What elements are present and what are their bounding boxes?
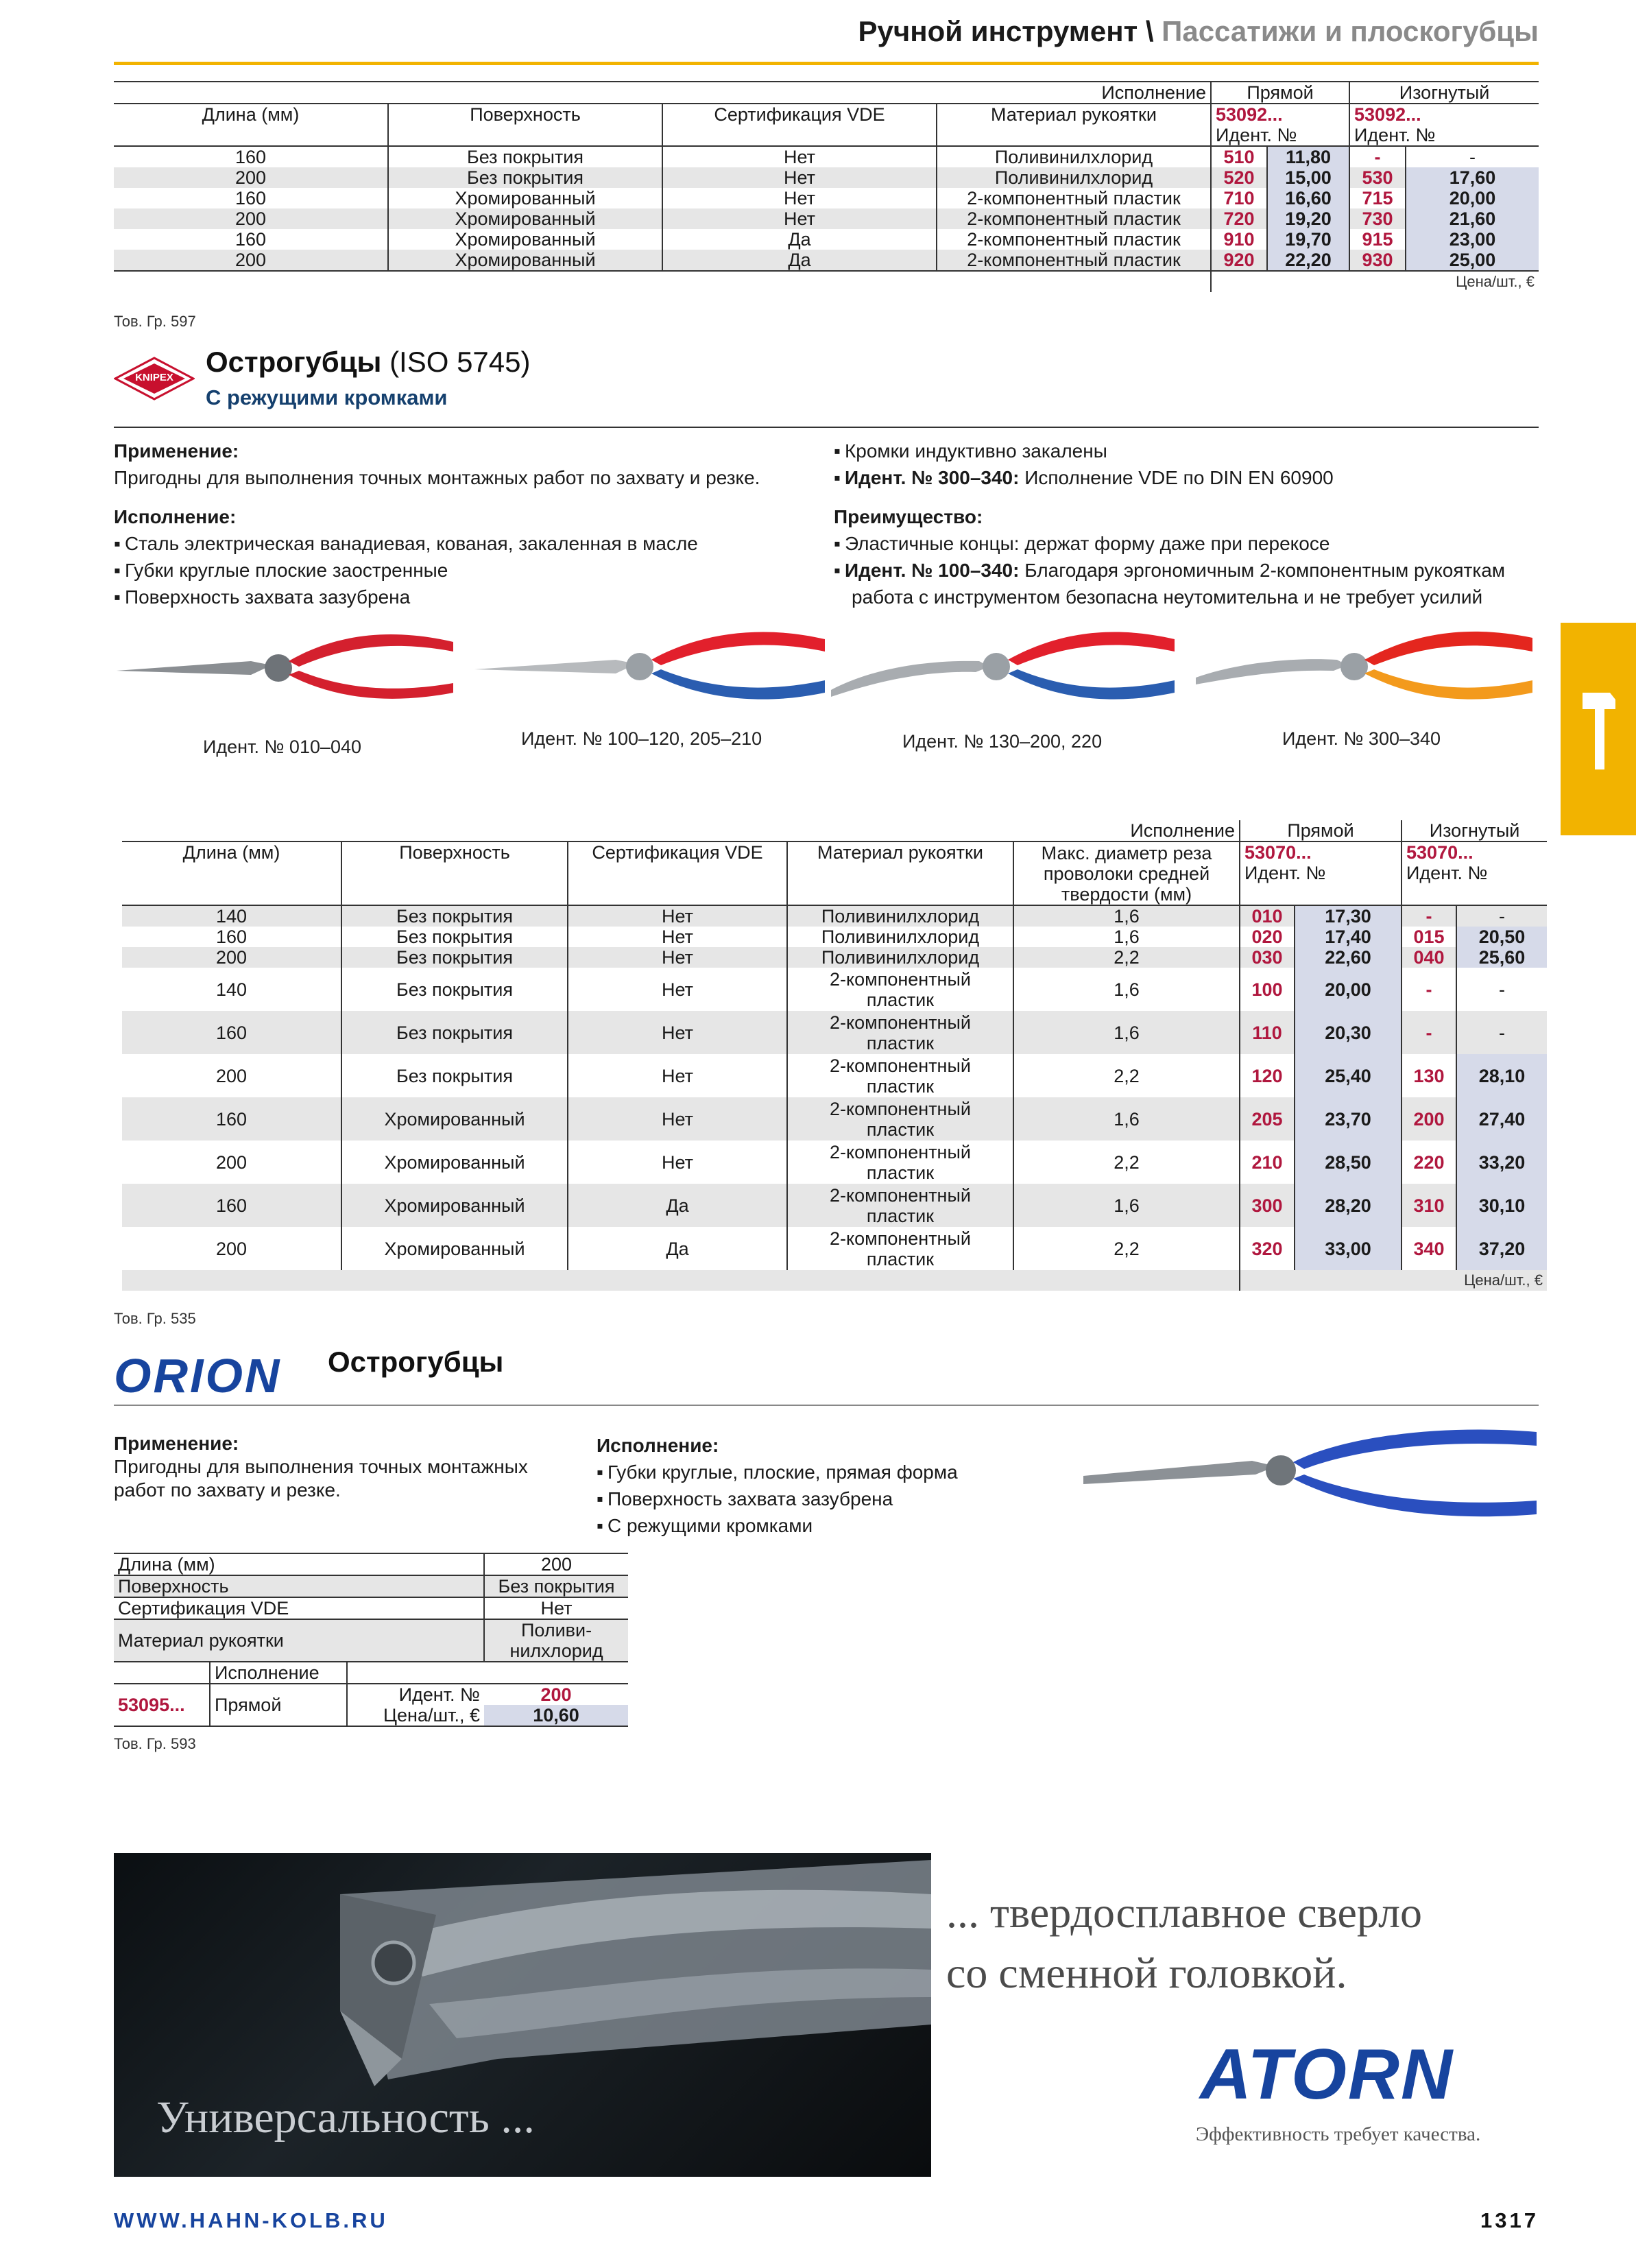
cell-vde: Да — [568, 1184, 787, 1227]
t2-col-diameter: Макс. диаметр реза проволоки средней твердости (мм) — [1013, 841, 1240, 905]
cell-vde: Нет — [662, 146, 937, 167]
t2-prefix-bent: 53070... — [1402, 841, 1547, 863]
cell-handle: 2-компонентный пластик — [937, 229, 1211, 250]
cell-ident: 910 — [1211, 229, 1267, 250]
t3-value: Нет — [484, 1597, 628, 1619]
table-row — [122, 905, 1547, 927]
cell-diameter: 2,2 — [1013, 1227, 1240, 1270]
cell-price: 37,20 — [1456, 1227, 1547, 1270]
list-item-bold: Идент. № 100–340: — [844, 560, 1020, 581]
caption-300-340: Идент. № 300–340 — [1282, 728, 1441, 749]
t3-label: Поверхность — [118, 1576, 229, 1597]
table-row — [114, 1553, 628, 1575]
t3-value: Без покрытия — [484, 1575, 628, 1597]
cell-surface: Без покрытия — [341, 1054, 568, 1097]
orion-title: Острогубцы — [328, 1346, 504, 1378]
cell-price: 25,00 — [1406, 250, 1539, 271]
plier-image-300-340 — [1193, 621, 1536, 711]
cell-ident: 530 — [1349, 167, 1406, 188]
t3-variant: Прямой — [210, 1684, 347, 1726]
cell-vde: Нет — [568, 1054, 787, 1097]
cell-ident: - — [1402, 968, 1456, 1011]
cell-price: 23,00 — [1406, 229, 1539, 250]
cell-length: 200 — [234, 250, 267, 270]
cell-length: 160 — [215, 927, 248, 947]
cell-surface: Без покрытия — [341, 927, 568, 947]
table-row — [122, 947, 1547, 968]
caption-130-200: Идент. № 130–200, 220 — [902, 731, 1103, 752]
atorn-logo: ATORN — [1200, 2035, 1454, 2114]
page-number: 1317 — [1480, 2208, 1539, 2232]
header-subtitle: Пассатижи и плоскогубцы — [1162, 15, 1539, 47]
t3-label: Сертификация VDE — [118, 1598, 289, 1619]
t3-prefix: 53095... — [118, 1695, 185, 1715]
cell-price: 20,50 — [1456, 927, 1547, 947]
table-3 — [114, 1553, 628, 1727]
cell-length: 200 — [234, 167, 267, 188]
orion-app-label: Применение: — [114, 1433, 239, 1454]
cell-vde: Нет — [568, 947, 787, 968]
t1-col-vde: Сертификация VDE — [662, 104, 937, 125]
table-row — [122, 1227, 1547, 1270]
cell-handle: Поливинилхлорид — [937, 146, 1211, 167]
cell-ident: 100 — [1240, 968, 1295, 1011]
cell-handle: Поливинилхлорид — [937, 167, 1211, 188]
cell-length: 160 — [234, 229, 267, 250]
cell-length: 140 — [215, 906, 248, 927]
cell-price: 17,60 — [1406, 167, 1539, 188]
cell-price: 17,30 — [1295, 905, 1402, 927]
cell-diameter: 2,2 — [1013, 947, 1240, 968]
list-item-text: Эластичные концы: держат форму даже при перекосе — [844, 533, 1330, 554]
table-row — [114, 250, 1539, 271]
cell-price: 20,00 — [1406, 188, 1539, 208]
cell-length: 200 — [215, 947, 248, 968]
cell-ident: 320 — [1240, 1227, 1295, 1270]
cell-diameter: 1,6 — [1013, 905, 1240, 927]
orion-exec-label: Исполнение: — [597, 1435, 719, 1456]
t2-ident-label: Идент. № — [1402, 863, 1547, 905]
header-rule — [114, 62, 1539, 65]
cell-handle: 2-компонентный пластик — [937, 208, 1211, 229]
knipex-rule — [114, 427, 1539, 428]
cell-length: 160 — [234, 147, 267, 167]
cell-handle: 2-компонентный пластик — [787, 1184, 1013, 1227]
list-item — [834, 464, 1540, 491]
table-row — [122, 1054, 1547, 1097]
cell-vde: Да — [662, 250, 937, 271]
cell-ident: 340 — [1402, 1227, 1456, 1270]
cell-diameter: 1,6 — [1013, 1184, 1240, 1227]
orion-execution — [597, 1432, 1076, 1539]
cell-price: 23,70 — [1295, 1097, 1402, 1141]
cell-ident: 040 — [1402, 947, 1456, 968]
page-header — [858, 15, 1539, 48]
cell-ident: 930 — [1349, 250, 1406, 271]
cell-price: 22,20 — [1267, 250, 1349, 271]
table-row — [114, 188, 1539, 208]
cell-price: 33,20 — [1456, 1141, 1547, 1184]
knipex-iso: (ISO 5745) — [389, 346, 531, 378]
t1-price-unit: Цена/шт., € — [1211, 271, 1539, 292]
cell-length: 160 — [215, 1022, 248, 1043]
cell-price: 30,10 — [1456, 1184, 1547, 1227]
table-row — [114, 208, 1539, 229]
cell-ident: 130 — [1402, 1054, 1456, 1097]
cell-ident: 110 — [1240, 1011, 1295, 1054]
cell-vde: Нет — [662, 208, 937, 229]
knipex-app-text: Пригодны для выполнения точных монтажных работ по захвату и резке. — [114, 467, 760, 488]
list-item: ▪ Губки круглые плоские заостренные — [114, 557, 799, 584]
cell-surface: Без покрытия — [341, 1011, 568, 1054]
t2-col-length: Длина (мм) — [122, 841, 341, 863]
cell-handle: 2-компонентный пластик — [787, 1054, 1013, 1097]
cell-vde: Нет — [568, 905, 787, 927]
cell-vde: Нет — [568, 927, 787, 947]
cell-surface: Хромированный — [341, 1227, 568, 1270]
hammer-icon — [1580, 689, 1618, 774]
knipex-subtitle: С режущими кромками — [206, 385, 448, 409]
t1-col-length: Длина (мм) — [114, 104, 388, 125]
t3-variant-label: Исполнение — [210, 1662, 347, 1684]
cell-price: 25,60 — [1456, 947, 1547, 968]
table-row — [114, 1575, 628, 1597]
cell-ident: 220 — [1402, 1141, 1456, 1184]
knipex-left-column — [114, 438, 799, 610]
list-item-text: Исполнение VDE по DIN EN 60900 — [1019, 467, 1334, 488]
cell-handle: 2-компонентный пластик — [787, 968, 1013, 1011]
cell-surface: Без покрытия — [341, 968, 568, 1011]
ad-tagline: Эффективность требует качества. — [1196, 2123, 1481, 2145]
table-row — [122, 1184, 1547, 1227]
list-item — [834, 557, 1540, 610]
t2-prefix-straight: 53070... — [1240, 841, 1402, 863]
plier-image-010-040 — [114, 621, 457, 711]
t2-straight-label: Прямой — [1240, 820, 1402, 841]
knipex-brand-text: KNIPEX — [135, 372, 173, 383]
knipex-title-text: Острогубцы — [206, 346, 382, 378]
cell-price: 15,00 — [1267, 167, 1349, 188]
cell-vde: Нет — [568, 1011, 787, 1054]
cell-ident: 030 — [1240, 947, 1295, 968]
cell-price: 28,20 — [1295, 1184, 1402, 1227]
footer-url[interactable]: WWW.HAHN-KOLB.RU — [114, 2208, 388, 2232]
cell-surface: Без покрытия — [388, 146, 662, 167]
table-row — [122, 968, 1547, 1011]
t1-prefix-straight: 53092... — [1211, 104, 1349, 125]
t1-variant-label: Исполнение — [1101, 82, 1207, 103]
cell-surface: Хромированный — [341, 1184, 568, 1227]
cell-ident: 300 — [1240, 1184, 1295, 1227]
cell-surface: Без покрытия — [388, 167, 662, 188]
knipex-adv-label: Преимущество: — [834, 506, 983, 527]
side-tab — [1561, 623, 1636, 835]
cell-ident: 020 — [1240, 927, 1295, 947]
cell-diameter: 2,2 — [1013, 1054, 1240, 1097]
orion-app-text: Пригодны для выполнения точных монтажных работ по захвату и резке. — [114, 1456, 528, 1501]
caption-010-040: Идент. № 010–040 — [203, 737, 362, 757]
t1-bent-label: Изогнутый — [1349, 82, 1539, 104]
cell-length: 200 — [215, 1065, 248, 1086]
t2-ident-label: Идент. № — [1240, 863, 1402, 905]
t2-bent-label: Изогнутый — [1402, 820, 1547, 841]
cell-length: 140 — [215, 979, 248, 1000]
cell-ident: - — [1402, 1011, 1456, 1054]
cell-ident: - — [1349, 146, 1406, 167]
list-item: ▪ Поверхность захвата зазубрена — [114, 584, 799, 610]
plier-image-100-120 — [472, 621, 828, 711]
product-group-535: Тов. Гр. 535 — [114, 1310, 196, 1327]
cell-price: 17,40 — [1295, 927, 1402, 947]
cell-handle: 2-компонентный пластик — [787, 1011, 1013, 1054]
cell-ident: 010 — [1240, 905, 1295, 927]
cell-surface: Хромированный — [341, 1141, 568, 1184]
cell-length: 200 — [215, 1238, 248, 1259]
cell-length: 160 — [215, 1195, 248, 1216]
list-item-bold: Идент. № 300–340: — [844, 467, 1020, 488]
t2-price-unit: Цена/шт., € — [1240, 1270, 1547, 1291]
cell-ident: 310 — [1402, 1184, 1456, 1227]
cell-surface: Хромированный — [341, 1097, 568, 1141]
ad-line-1: ... твердосплавное сверло — [946, 1888, 1422, 1937]
table-row — [122, 1011, 1547, 1054]
cell-length: 160 — [234, 188, 267, 208]
cell-handle: 2-компонентный пластик — [937, 250, 1211, 271]
ad-slogan: Универсальность ... — [156, 2092, 535, 2142]
t2-col-vde: Сертификация VDE — [568, 841, 787, 863]
header-title: Ручной инструмент — [858, 15, 1138, 47]
cell-handle: Поливинилхлорид — [787, 927, 1013, 947]
cell-ident: 715 — [1349, 188, 1406, 208]
cell-price: 19,70 — [1267, 229, 1349, 250]
orion-application — [114, 1432, 566, 1502]
cell-price: 33,00 — [1295, 1227, 1402, 1270]
cell-surface: Хромированный — [388, 208, 662, 229]
cell-price: 28,10 — [1456, 1054, 1547, 1097]
t2-variant-label: Исполнение — [1130, 820, 1236, 841]
cell-price: 19,20 — [1267, 208, 1349, 229]
t1-col-handle: Материал рукоятки — [937, 104, 1211, 125]
cell-price: 16,60 — [1267, 188, 1349, 208]
product-group-597: Тов. Гр. 597 — [114, 313, 196, 330]
list-item — [834, 530, 1540, 557]
cell-surface: Хромированный — [388, 250, 662, 271]
cell-vde: Да — [568, 1227, 787, 1270]
cell-price: - — [1456, 968, 1547, 1011]
cell-length: 160 — [215, 1108, 248, 1130]
table-row — [122, 927, 1547, 947]
cell-handle: Поливинилхлорид — [787, 905, 1013, 927]
ad-line-2: со сменной головкой. — [946, 1948, 1347, 1997]
cell-price: - — [1456, 1011, 1547, 1054]
table-row — [114, 146, 1539, 167]
knipex-right-column — [834, 438, 1540, 610]
t1-ident-label: Идент. № — [1211, 125, 1349, 146]
cell-price: - — [1406, 146, 1539, 167]
cell-ident: 710 — [1211, 188, 1267, 208]
cell-price: 28,50 — [1295, 1141, 1402, 1184]
list-item: ▪ Сталь электрическая ванадиевая, кованая, закаленная в масле — [114, 530, 799, 557]
cell-vde: Нет — [662, 167, 937, 188]
cell-handle: 2-компонентный пластик — [937, 188, 1211, 208]
list-item: ▪ Поверхность захвата зазубрена — [597, 1485, 1076, 1512]
cell-length: 200 — [234, 208, 267, 229]
header-separator: \ — [1145, 15, 1154, 47]
table-row — [122, 1097, 1547, 1141]
product-group-593: Тов. Гр. 593 — [114, 1735, 196, 1752]
t2-col-handle: Материал рукоятки — [787, 841, 1013, 863]
table-row — [114, 167, 1539, 188]
cell-ident: 720 — [1211, 208, 1267, 229]
t1-straight-label: Прямой — [1211, 82, 1349, 104]
orion-logo: ORION — [114, 1349, 282, 1402]
cell-handle: 2-компонентный пластик — [787, 1141, 1013, 1184]
orion-plier-image — [1081, 1420, 1540, 1523]
t3-price: 10,60 — [484, 1705, 628, 1726]
cell-ident: - — [1402, 905, 1456, 927]
t3-label: Материал рукоятки — [118, 1630, 284, 1651]
cell-price: 25,40 — [1295, 1054, 1402, 1097]
ad-drill-image — [114, 1853, 931, 2177]
cell-price: 21,60 — [1406, 208, 1539, 229]
cell-ident: 015 — [1402, 927, 1456, 947]
cell-ident: 520 — [1211, 167, 1267, 188]
cell-ident: 200 — [1402, 1097, 1456, 1141]
caption-100-120: Идент. № 100–120, 205–210 — [521, 728, 762, 749]
cell-vde: Нет — [662, 188, 937, 208]
cell-vde: Да — [662, 229, 937, 250]
cell-surface: Без покрытия — [341, 905, 568, 927]
table-1 — [114, 81, 1539, 292]
cell-price: 20,30 — [1295, 1011, 1402, 1054]
list-item — [834, 438, 1540, 464]
knipex-title — [206, 346, 531, 379]
t3-price-label: Цена/шт., € — [347, 1705, 484, 1726]
knipex-app-label: Применение: — [114, 440, 239, 462]
table-row — [122, 1141, 1547, 1184]
t2-col-surface: Поверхность — [341, 841, 568, 863]
cell-handle: 2-компонентный пластик — [787, 1097, 1013, 1141]
table-row — [114, 1619, 628, 1662]
cell-ident: 730 — [1349, 208, 1406, 229]
cell-price: 27,40 — [1456, 1097, 1547, 1141]
cell-ident: 210 — [1240, 1141, 1295, 1184]
cell-diameter: 1,6 — [1013, 968, 1240, 1011]
cell-diameter: 1,6 — [1013, 1097, 1240, 1141]
t3-label: Длина (мм) — [118, 1554, 215, 1575]
list-item: ▪ С режущими кромками — [597, 1512, 1076, 1539]
t3-value: 200 — [484, 1553, 628, 1575]
cell-ident: 915 — [1349, 229, 1406, 250]
cell-ident: 920 — [1211, 250, 1267, 271]
cell-surface: Хромированный — [388, 188, 662, 208]
list-item-text: Благодаря эргономичным 2-компонентным рукояткам работа с инструментом безопасна неутомительна и не требует усилий — [852, 560, 1506, 608]
cell-vde: Нет — [568, 968, 787, 1011]
list-item: ▪ Губки круглые, плоские, прямая форма — [597, 1459, 1076, 1485]
cell-price: 11,80 — [1267, 146, 1349, 167]
table-row — [114, 229, 1539, 250]
cell-diameter: 1,6 — [1013, 1011, 1240, 1054]
cell-price: 22,60 — [1295, 947, 1402, 968]
cell-handle: 2-компонентный пластик — [787, 1227, 1013, 1270]
orion-rule — [114, 1405, 1539, 1406]
cell-vde: Нет — [568, 1141, 787, 1184]
cell-length: 200 — [215, 1151, 248, 1173]
cell-handle: Поливинилхлорид — [787, 947, 1013, 968]
cell-ident: 120 — [1240, 1054, 1295, 1097]
cell-diameter: 2,2 — [1013, 1141, 1240, 1184]
knipex-exec-label: Исполнение: — [114, 506, 237, 527]
t3-value: Поливи-нилхлорид — [484, 1619, 628, 1662]
cell-ident: 510 — [1211, 146, 1267, 167]
cell-vde: Нет — [568, 1097, 787, 1141]
cell-diameter: 1,6 — [1013, 927, 1240, 947]
table-2 — [122, 820, 1547, 1291]
t3-ident-label: Идент. № — [347, 1684, 484, 1705]
t1-col-surface: Поверхность — [388, 104, 662, 125]
t1-prefix-bent: 53092... — [1349, 104, 1539, 125]
t3-ident: 200 — [540, 1684, 572, 1705]
table-row — [114, 1597, 628, 1619]
cell-price: - — [1456, 905, 1547, 927]
list-item-text: Кромки индуктивно закалены — [844, 440, 1107, 462]
cell-surface: Хромированный — [388, 229, 662, 250]
knipex-logo — [114, 357, 195, 404]
t1-ident-label: Идент. № — [1349, 125, 1539, 146]
cell-price: 20,00 — [1295, 968, 1402, 1011]
cell-surface: Без покрытия — [341, 947, 568, 968]
plier-image-130-200 — [828, 621, 1178, 711]
cell-ident: 205 — [1240, 1097, 1295, 1141]
